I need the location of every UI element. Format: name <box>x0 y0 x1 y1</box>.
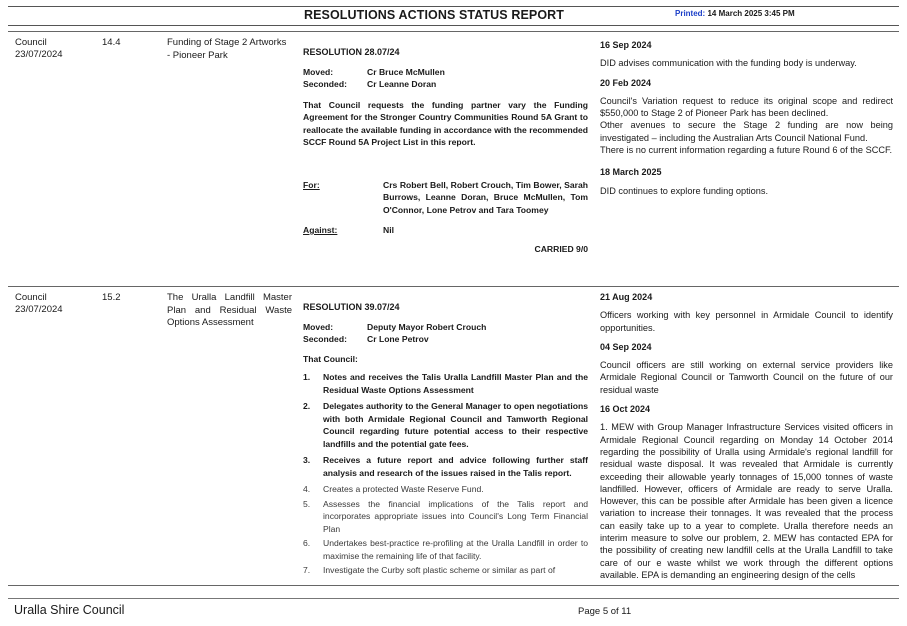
list-item <box>303 371 588 396</box>
list-text: Assesses the financial implications of the Talis report and incorporates appropriate issues into Council's Long Term Financial Plan <box>323 498 588 534</box>
resolution-number: RESOLUTION 39.07/24 <box>303 302 400 312</box>
moved-line <box>303 66 588 79</box>
list-number: 2. <box>303 401 311 411</box>
list-item <box>303 537 588 562</box>
resolution-text: That Council requests the funding partner vary the Funding Agreement for the Stronger Country Communities Round 5A Grant to reallocate the available funding in accordance with the recommended SCCF Round 5A Project List in this report. <box>303 99 588 147</box>
meeting-name: Council <box>15 292 47 303</box>
list-text: Notes and receives the Talis Uralla Landfill Master Plan and the Residual Waste Options Assessment <box>323 372 588 395</box>
status-date: 21 Aug 2024 <box>600 292 653 302</box>
item-title: Funding of Stage 2 Artworks - Pioneer Park <box>167 37 287 61</box>
list-item <box>303 483 588 496</box>
resolution-cell <box>303 32 588 255</box>
against-value: Nil <box>383 225 394 235</box>
seconded-value: Cr Leanne Doran <box>367 79 437 89</box>
list-number: 4. <box>303 484 311 494</box>
report-title: RESOLUTIONS ACTIONS STATUS REPORT <box>303 8 565 22</box>
list-number: 7. <box>303 565 311 575</box>
list-text: Receives a future report and advice following further staff analysis and research of the issues raised in the Talis report. <box>323 455 588 478</box>
meeting-cell <box>15 37 95 61</box>
status-cell <box>600 32 893 197</box>
carried-text: CARRIED 9/0 <box>534 243 588 254</box>
seconded-line <box>303 78 588 91</box>
status-text: DID continues to explore funding options. <box>600 185 769 196</box>
resolution-number: RESOLUTION 28.07/24 <box>303 47 400 57</box>
status-cell <box>600 287 893 581</box>
table-row <box>8 286 899 586</box>
item-number: 14.4 <box>102 37 121 48</box>
against-label: Against: <box>303 225 338 235</box>
meeting-cell <box>15 292 95 316</box>
status-date: 18 March 2025 <box>600 167 662 178</box>
report-header <box>8 6 899 26</box>
page-number: Page 5 of 11 <box>578 606 632 617</box>
printed-label: Printed: <box>675 9 706 18</box>
status-date: 20 Feb 2024 <box>600 77 652 88</box>
status-text: Council's Variation request to reduce its original scope and redirect $550,000 to Stage 2 of Pioneer Park has been declined. <box>600 95 893 119</box>
seconded-value: Cr Lone Petrov <box>367 334 429 344</box>
status-date: 04 Sep 2024 <box>600 341 652 352</box>
status-text: DID advises communication with the funding body is underway. <box>600 58 857 69</box>
seconded-label: Seconded: <box>303 79 347 89</box>
status-text: Council officers are still working on external service providers like Armidale Regional Council or Tamworth Council on the future of our residual waste <box>600 360 893 395</box>
list-text: Undertakes best-practice re-profiling at the Uralla Landfill in order to maximise the remaining life of that facility. <box>323 538 588 561</box>
list-number: 6. <box>303 538 311 548</box>
for-label: For: <box>303 179 320 190</box>
resolution-cell <box>303 287 588 577</box>
meeting-name: Council <box>15 37 47 48</box>
list-number: 5. <box>303 498 311 509</box>
status-text: 1. MEW with Group Manager Infrastructure Services visited officers in Armidale Regional Council regarding on Monday 14 October 2014 regarding the possibility of Uralla using Armidale's regional landfill for residual waste disposal. It was revealed that Armidale is currently exceeding their allowable yearly tonnages of 15,000 tonnes of waste landfilled. However, officers of Armidale are ready to serve Uralla. However, this can be possible after Armidale has been given a licence variation to increase their tonnages. It was revealed that the process can easily take up to a year to complete. Uralla therefore needs an interim measure to solve our problem, 2. MEW has contacted EPA for the possibility of creating new landfill cells at the Uralla Landfill to take care of our e waste whilst we work through the different options available. EPA is demanding an engineering design of the cells <box>600 422 893 580</box>
item-title: The Uralla Landfill Master Plan and Residual Waste Options Assessment <box>167 292 292 328</box>
status-date: 16 Sep 2024 <box>600 40 652 50</box>
moved-line <box>303 321 588 334</box>
list-item <box>303 400 588 450</box>
for-value: Crs Robert Bell, Robert Crouch, Tim Bower, Sarah Burrows, Leanne Doran, Bruce McMullen, Tom O'Connor, Lone Petrov and Tara Toomey <box>383 179 588 215</box>
meeting-date: 23/07/2024 <box>15 304 63 315</box>
against-line <box>303 224 588 237</box>
seconded-line <box>303 333 588 346</box>
list-text: Investigate the Curby soft plastic scheme or similar as part of <box>323 565 556 575</box>
footer-council-name: Uralla Shire Council <box>14 603 125 617</box>
status-date: 16 Oct 2024 <box>600 404 651 415</box>
meeting-date: 23/07/2024 <box>15 49 63 60</box>
list-item <box>303 454 588 479</box>
moved-label: Moved: <box>303 321 334 332</box>
resolution-intro: That Council: <box>303 353 358 364</box>
list-text: Creates a protected Waste Reserve Fund. <box>323 484 484 494</box>
printed-value: 14 March 2025 3:45 PM <box>707 9 795 18</box>
list-item <box>303 498 588 536</box>
status-text: Officers working with key personnel in Armidale Council to identify opportunities. <box>600 310 893 333</box>
moved-value: Deputy Mayor Robert Crouch <box>367 321 487 332</box>
status-text: Other avenues to secure the Stage 2 funding are now being investigated – including the Australian Arts Council National Fund. <box>600 120 893 143</box>
list-text: Delegates authority to the General Manager to open negotiations with both Armidale Regional Council and Tamworth Regional Council regarding future potential access to their respective landfills and the potential gate fees. <box>323 401 588 449</box>
item-number: 15.2 <box>102 292 121 303</box>
moved-label: Moved: <box>303 66 334 77</box>
printed-timestamp <box>675 9 795 18</box>
moved-value: Cr Bruce McMullen <box>367 66 445 77</box>
list-number: 1. <box>303 372 311 382</box>
list-item <box>303 564 588 577</box>
seconded-label: Seconded: <box>303 334 347 344</box>
list-number: 3. <box>303 455 311 465</box>
footer-divider <box>8 598 899 599</box>
table-row <box>8 31 899 282</box>
status-text: There is no current information regarding a future Round 6 of the SCCF. <box>600 145 893 156</box>
for-line <box>303 179 588 217</box>
